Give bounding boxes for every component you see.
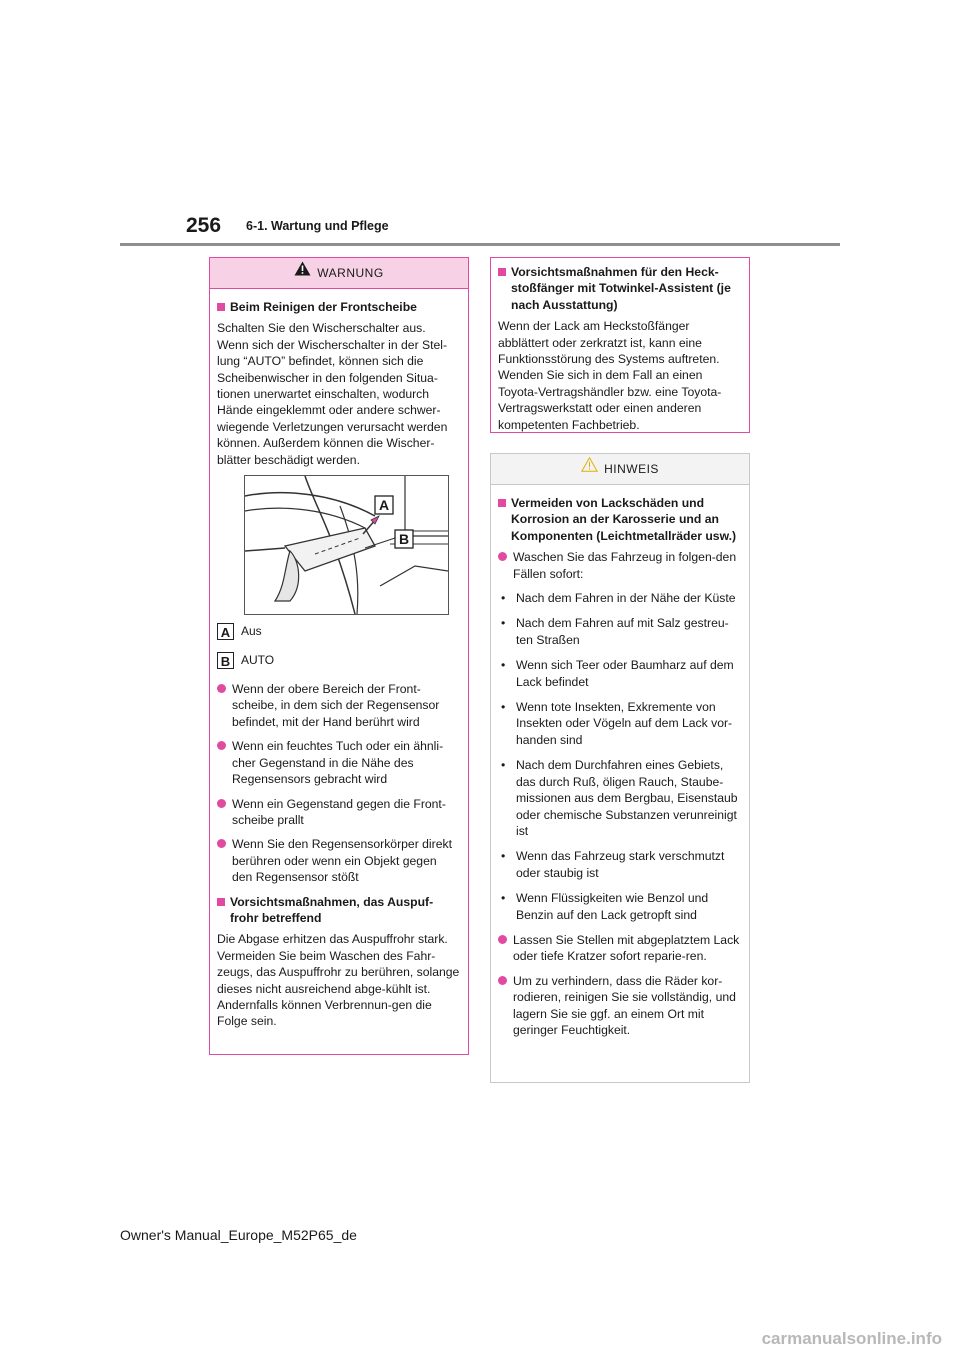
notice-body: [491, 485, 749, 1054]
list-item: Wenn ein feuchtes Tuch oder ein ähnli-cher Gegenstand in die Nähe des Regensensors gebracht wird: [217, 738, 460, 787]
list-item: Wenn ein Gegenstand gegen die Front-scheibe prallt: [217, 796, 460, 829]
warning-triangle-icon: [294, 257, 311, 287]
warning-body: [210, 289, 468, 1045]
list-item: • Wenn das Fahrzeug stark verschmutzt oder staubig ist: [498, 848, 741, 881]
caution-box: [490, 257, 750, 433]
warning-paragraph-exhaust-1: Die Abgase erhitzen das Auspuffrohr stark.: [217, 932, 448, 947]
legend-row-a: [217, 623, 460, 640]
legend-letter-b: B: [217, 652, 234, 669]
list-item: Wenn Sie den Regensensorkörper direkt berühren oder wenn ein Objekt gegen den Regensensor stößt: [217, 836, 460, 885]
caution-body: [491, 258, 749, 448]
list-item: • Wenn sich Teer oder Baumharz auf dem Lack befindet: [498, 657, 741, 690]
list-item: • Nach dem Fahren auf mit Salz gestreu-ten Straßen: [498, 615, 741, 648]
list-item: • Wenn Flüssigkeiten wie Benzol und Benzin auf den Lack getropft sind: [498, 890, 741, 923]
wiper-switch-drawing: [245, 476, 448, 614]
figure-label-a: A: [378, 497, 390, 514]
notice-box: [490, 453, 750, 1083]
dot-marker-icon: •: [501, 616, 506, 631]
warning-heading-windshield: Beim Reinigen der Frontscheibe: [217, 299, 460, 315]
round-bullet-icon: [217, 799, 226, 808]
list-item: Wenn der obere Bereich der Front-scheibe, in dem sich der Regensensor befindet, mit der Hand berührt wird: [217, 681, 460, 730]
warning-header: [210, 258, 468, 289]
legend-text-a: Aus: [241, 624, 262, 639]
warning-box: [209, 257, 469, 1055]
dot-marker-icon: •: [501, 658, 506, 673]
figure-label-b: B: [398, 531, 410, 548]
round-bullet-icon: [498, 935, 507, 944]
footer-text: Owner's Manual_Europe_M52P65_de: [120, 1227, 357, 1243]
notice-header: [491, 454, 749, 485]
caution-heading: Vorsichtsmaßnahmen für den Heck-stoßfänger mit Totwinkel-Assistent (je nach Ausstattung): [498, 264, 741, 313]
section-title: 6-1. Wartung und Pflege: [246, 219, 389, 233]
dot-marker-icon: •: [501, 891, 506, 906]
round-bullet-icon: [217, 839, 226, 848]
list-item: • Wenn tote Insekten, Exkremente von Insekten oder Vögeln auf dem Lack vor-handen sind: [498, 699, 741, 748]
warning-heading-exhaust: Vorsichtsmaßnahmen, das Auspuf-frohr betreffend: [217, 894, 460, 927]
list-item: Lassen Sie Stellen mit abgeplatztem Lack oder tiefe Kratzer sofort reparie-ren.: [498, 932, 741, 965]
list-item: Um zu verhindern, dass die Räder kor-rodieren, reinigen Sie sie vollständig, und lagern Sie sie ggf. an einem Ort mit geringer Feuchtigkeit.: [498, 973, 741, 1039]
square-bullet-icon: [498, 268, 506, 276]
round-bullet-icon: [217, 741, 226, 750]
notice-heading: Vermeiden von Lackschäden und Korrosion an der Karosserie und an Komponenten (Leichtmetallräder usw.): [498, 495, 741, 544]
round-bullet-icon: [217, 684, 226, 693]
dot-marker-icon: •: [501, 700, 506, 715]
watermark[interactable]: carmanualsonline.info: [761, 1329, 942, 1348]
page-number: 256: [186, 214, 222, 237]
round-bullet-icon: [498, 552, 507, 561]
header-rule: [120, 243, 840, 246]
square-bullet-icon: [498, 499, 506, 507]
notice-title: HINWEIS: [604, 462, 659, 476]
warning-paragraph-exhaust-2: Vermeiden Sie beim Waschen des Fahr-zeugs, das Auspuffrohr zu berühren, solange dieses nicht ausreichend abge-kühlt ist. Andernfalls können Verbrennun-gen die Folge sein.: [217, 948, 460, 1029]
list-item: Waschen Sie das Fahrzeug in folgen-den Fällen sofort:: [498, 549, 741, 582]
legend-letter-a: A: [217, 623, 234, 640]
dot-marker-icon: •: [501, 849, 506, 864]
wiper-switch-illustration: [244, 475, 449, 615]
list-item: • Nach dem Fahren in der Nähe der Küste: [498, 590, 741, 606]
legend-text-b: AUTO: [241, 653, 275, 668]
dot-marker-icon: •: [501, 591, 506, 606]
list-item: • Nach dem Durchfahren eines Gebiets, das durch Ruß, öligen Rauch, Staube-missionen aus dem Bergbau, Eisenstaub oder chemische Substanzen verunreinigt ist: [498, 757, 741, 839]
caution-paragraph: Wenn der Lack am Heckstoßfänger abblättert oder zerkratzt ist, kann eine Funktionsstörung des Systems auftreten. Wenden Sie sich in dem Fall an einen Toyota-Vertragshändler bzw. eine Toyota-Vertragswerkstatt oder einen anderen kompetenten Fachbetrieb.: [498, 319, 722, 432]
round-bullet-icon: [498, 976, 507, 985]
warning-title: WARNUNG: [317, 266, 384, 280]
notice-triangle-icon: [581, 453, 598, 483]
square-bullet-icon: [217, 898, 225, 906]
legend-row-b: [217, 652, 460, 669]
dot-marker-icon: •: [501, 758, 506, 773]
warning-paragraph-windshield: Schalten Sie den Wischerschalter aus. Wenn sich der Wischerschalter in der Stel-lung “AUTO” befindet, können sich die Scheibenwischer in den folgenden Situa-tionen unerwartet einschalten, wodurch Hände eingeklemmt oder andere schwer-wiegende Verletzungen verursacht werden können. Außerdem können die Wischer-blätter beschädigt werden.: [217, 321, 448, 467]
square-bullet-icon: [217, 303, 225, 311]
